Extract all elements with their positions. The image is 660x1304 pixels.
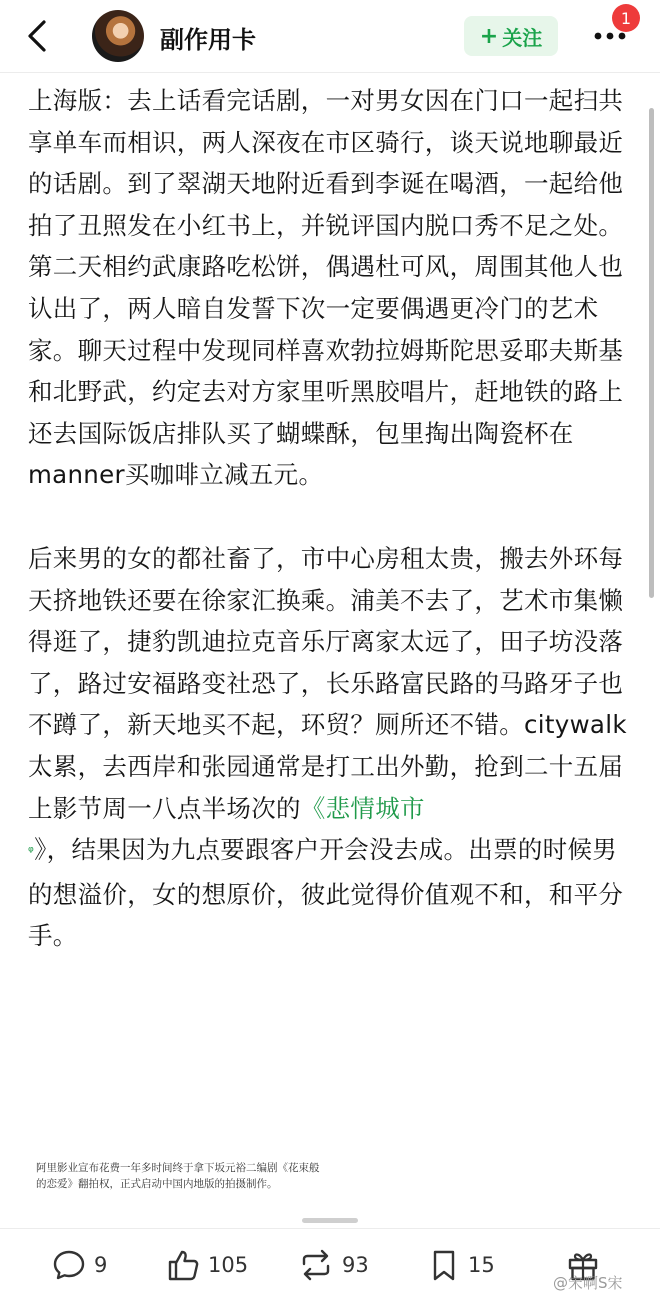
username[interactable]: 副作用卡 bbox=[160, 26, 256, 54]
follow-button[interactable] bbox=[464, 16, 558, 56]
favorite-count: 15 bbox=[468, 1253, 495, 1277]
repost-button[interactable] bbox=[298, 1243, 369, 1287]
search-icon: ᵠ bbox=[28, 844, 35, 861]
repost-icon bbox=[298, 1248, 334, 1282]
paragraph-1: 上海版：去上话看完话剧，一对男女因在门口一起扫共享单车而相识，两人深夜在市区骑行，谈天说地聊最近的话剧。到了翠湖天地附近看到李诞在喝酒，一起给他拍了丑照发在小红书上，并锐评国内脱口秀不足之处。第二天相约武康路吃松饼，偶遇杜可风，周围其他人也认出了，两人暗自发誓下次一定要偶遇更冷门的艺术家。聊天过程中发现同样喜欢勃拉姆斯陀思妥耶夫斯基和北野武，约定去对方家里听黑胶唱片，赶地铁的路上还去国际饭店排队买了蝴蝶酥，包里掏出陶瓷杯在manner买咖啡立减五元。 bbox=[28, 86, 624, 490]
like-count: 105 bbox=[208, 1253, 249, 1277]
paragraph-2-end: 》，结果因为九点要跟客户开会没去成。出票的时候男的想溢价，女的想原价，彼此觉得价值观不和，和平分手。 bbox=[28, 835, 624, 951]
embedded-caption: 阿里影业宣布花费一年多时间终于拿下坂元裕二编剧《花束般的恋爱》翻拍权，正式启动中国内地版的拍摄制作。 bbox=[36, 1162, 320, 1190]
favorite-button[interactable] bbox=[428, 1243, 495, 1287]
paragraph-2-text: 后来男的女的都社畜了，市中心房租太贵，搬去外环每天挤地铁还要在徐家汇换乘。浦美不去了，艺术市集懒得逛了，捷豹凯迪拉克音乐厅离家太远了，田子坊没落了，路过安福路变社恐了，长乐路富民路的马路牙子也不蹲了，新天地买不起，环贸？厕所还不错。citywalk太累，去西岸和张园通常是打工出外勤，抢到二十五届上影节周一八点半场次的 bbox=[28, 543, 627, 823]
movie-link-text: 《悲情城市 bbox=[300, 793, 425, 823]
back-button[interactable] bbox=[24, 18, 54, 54]
comment-button[interactable] bbox=[52, 1243, 107, 1287]
bookmark-icon bbox=[428, 1248, 460, 1282]
plus-icon: + bbox=[479, 23, 499, 49]
top-bar bbox=[0, 0, 660, 73]
horizontal-scrollbar[interactable] bbox=[302, 1218, 358, 1223]
weibo-watermark: @宋啊S宋 bbox=[553, 1274, 623, 1292]
follow-label: 关注 bbox=[502, 25, 543, 50]
vertical-scrollbar[interactable] bbox=[649, 108, 654, 598]
article-body bbox=[28, 80, 640, 957]
avatar[interactable] bbox=[92, 10, 144, 62]
repost-count: 93 bbox=[342, 1253, 369, 1277]
notification-badge: 1 bbox=[612, 4, 640, 32]
paragraph-2 bbox=[28, 538, 640, 957]
chevron-left-icon bbox=[24, 18, 54, 54]
like-button[interactable] bbox=[166, 1243, 248, 1287]
comment-count: 9 bbox=[94, 1253, 108, 1277]
thumbs-up-icon bbox=[166, 1248, 200, 1282]
comment-icon bbox=[52, 1248, 86, 1282]
